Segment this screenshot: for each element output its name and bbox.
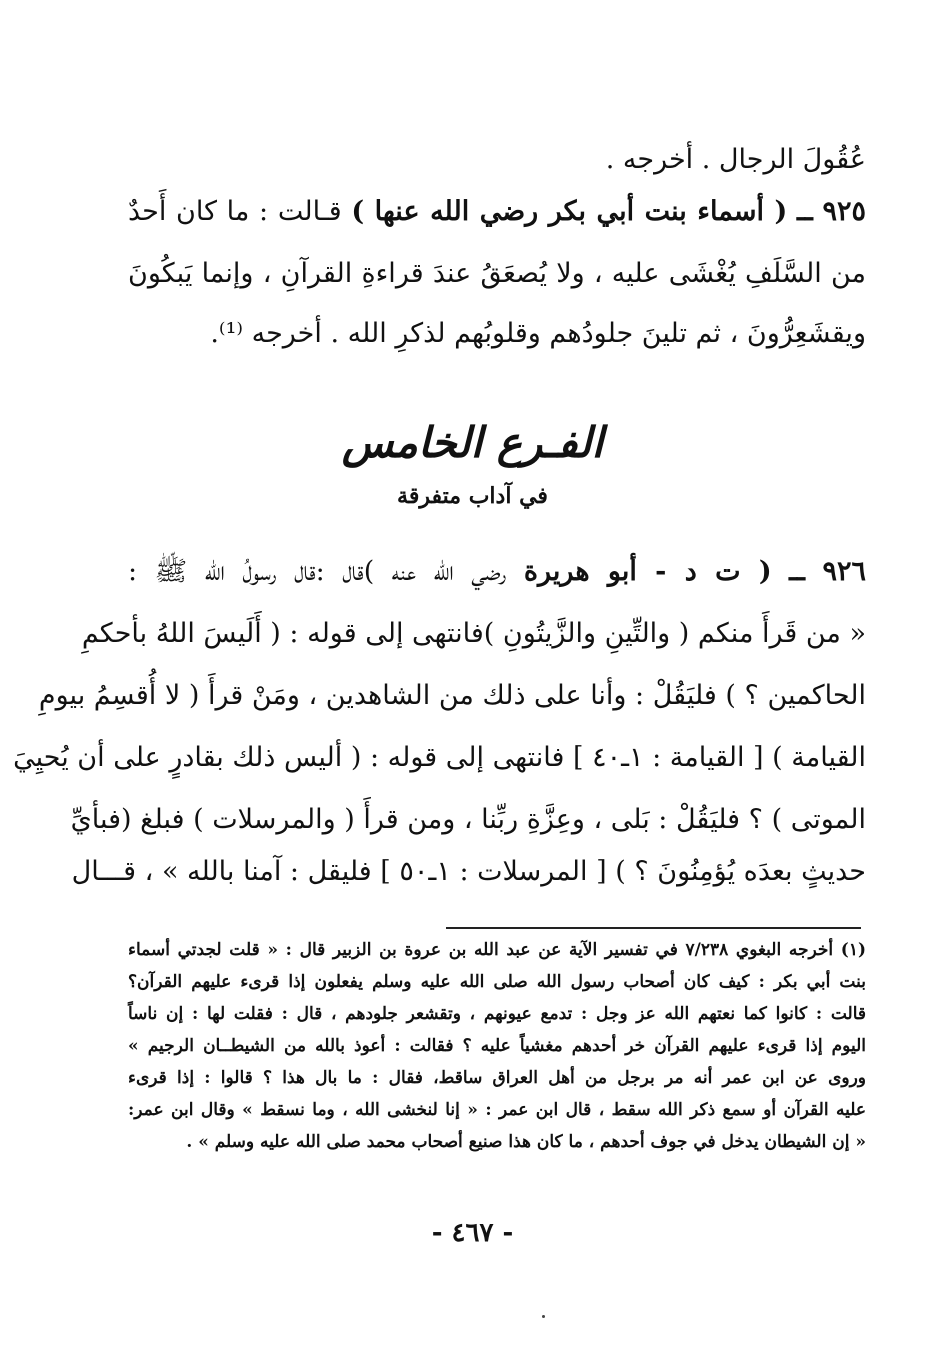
footnote-line: (١) أخرجه البغوي ٧/٢٣٨ في تفسير الآية عن عبد الله بن عروة بن الزبير قال : « قلت لجدتي أسماء	[128, 940, 866, 960]
footnote-separator	[446, 927, 861, 929]
hadith-926-dash: ــ	[789, 556, 805, 587]
hadith-926-number: ٩٢٦	[822, 556, 866, 587]
hadith-926-line-5: الموتى ) ؟ فليَقُلْ : بَلى ، وعِزَّةِ ربِّنا ، ومن قرأَ ( والمرسلات ) فبلغ (فبأيِّ	[70, 804, 866, 835]
hadith-926-line-3: الحاكمين ؟ ) فليَقُلْ : وأنا على ذلك من الشاهدين ، ومَنْ قرأَ ( لا أُقسِمُ بيومِ	[38, 680, 866, 711]
footnote-line: عليه القرآن أو سمع ذكر الله سقط ، قال ابن عمر : « إنا لنخشى الله ، وما نسقط » وقال ابن عمر:	[128, 1100, 866, 1120]
footnote-line: وروى عن ابن عمر أنه مر برجل من أهل العراق ساقط، فقال : ما بال هذا ؟ قالوا : إذا قرىء	[128, 1068, 866, 1088]
hadith-925-number: ٩٢٥	[822, 196, 866, 227]
hadith-925-line-2: من السَّلَفِ يُغْشَى عليه ، ولا يُصعَقُ عندَ قراءةِ القرآنِ ، وإنما يَبكُونَ	[128, 258, 866, 289]
section-heading: الفـرع الخامس	[341, 418, 604, 467]
hadith-925-line-1	[128, 192, 866, 232]
hadith-925-dash: ــ	[796, 196, 813, 227]
hadith-926-text: رضي الله عنه )قال :قال رسولُ الله ﷺ :	[128, 556, 507, 587]
hadith-926-line-6: حديثٍ بعدَه يُؤمِنُونَ ؟ ) [ المرسلات : ١ـ٥٠ ] فليقل : آمنا بالله » ، قـــال	[71, 856, 866, 887]
hadith-926-line-2: « من قَرأَ منكم ( والتِّينِ والزَّيتُونِ )فانتهى إلى قوله : ( أَلَيسَ اللهُ بأحكمِ	[81, 618, 866, 649]
hadith-926-line-1	[128, 552, 866, 592]
hadith-926-line-4: القيامة ) [ القيامة : ١ـ٤٠ ] فانتهى إلى قوله : ( أليس ذلك بقادرٍ على أن يُحيِيَ	[13, 742, 866, 773]
footnote-line: بنت أبي بكر : كيف كان أصحاب رسول الله صلى الله عليه وسلم يفعلون إذا قرىء عليهم القرآن؟	[128, 972, 866, 992]
hadith-925-source: ( أسماء بنت أبي بكر رضي الله عنها )	[351, 196, 788, 227]
footnote-line: قالت : كانوا كما نعتهم الله عز وجل : تدمع عيونهم ، وتقشعر جلودهم ، قال : فقلت لها : إن ناساً	[128, 1004, 866, 1024]
scan-speck	[542, 1315, 545, 1318]
hadith-925-line-3: ويقشَعِرُّونَ ، ثم تلينَ جلودُهم وقلوبُهم لذكرِ الله . أخرجه ⁽¹⁾.	[210, 318, 866, 349]
footnote-line: « إن الشيطان يدخل في جوف أحدهم ، ما كان هذا صنيع أصحاب محمد صلى الله عليه وسلم » .	[186, 1132, 866, 1152]
hadith-926-source: ( ت د - أبو هريرة	[523, 556, 772, 587]
page-number: - ٤٦٧ -	[431, 1218, 514, 1248]
text-line: عُقُولَ الرجال . أخرجه .	[605, 144, 866, 175]
section-subheading: في آداب متفرقة	[397, 483, 548, 509]
hadith-925-text: قـالت : ما كان أَحدٌ	[128, 196, 342, 227]
footnote-line: اليوم إذا قرىء عليهم القرآن خر أحدهم مغشياً عليه ؟ فقالت : أعوذ بالله من الشيطــان الرجيم »	[128, 1036, 866, 1056]
